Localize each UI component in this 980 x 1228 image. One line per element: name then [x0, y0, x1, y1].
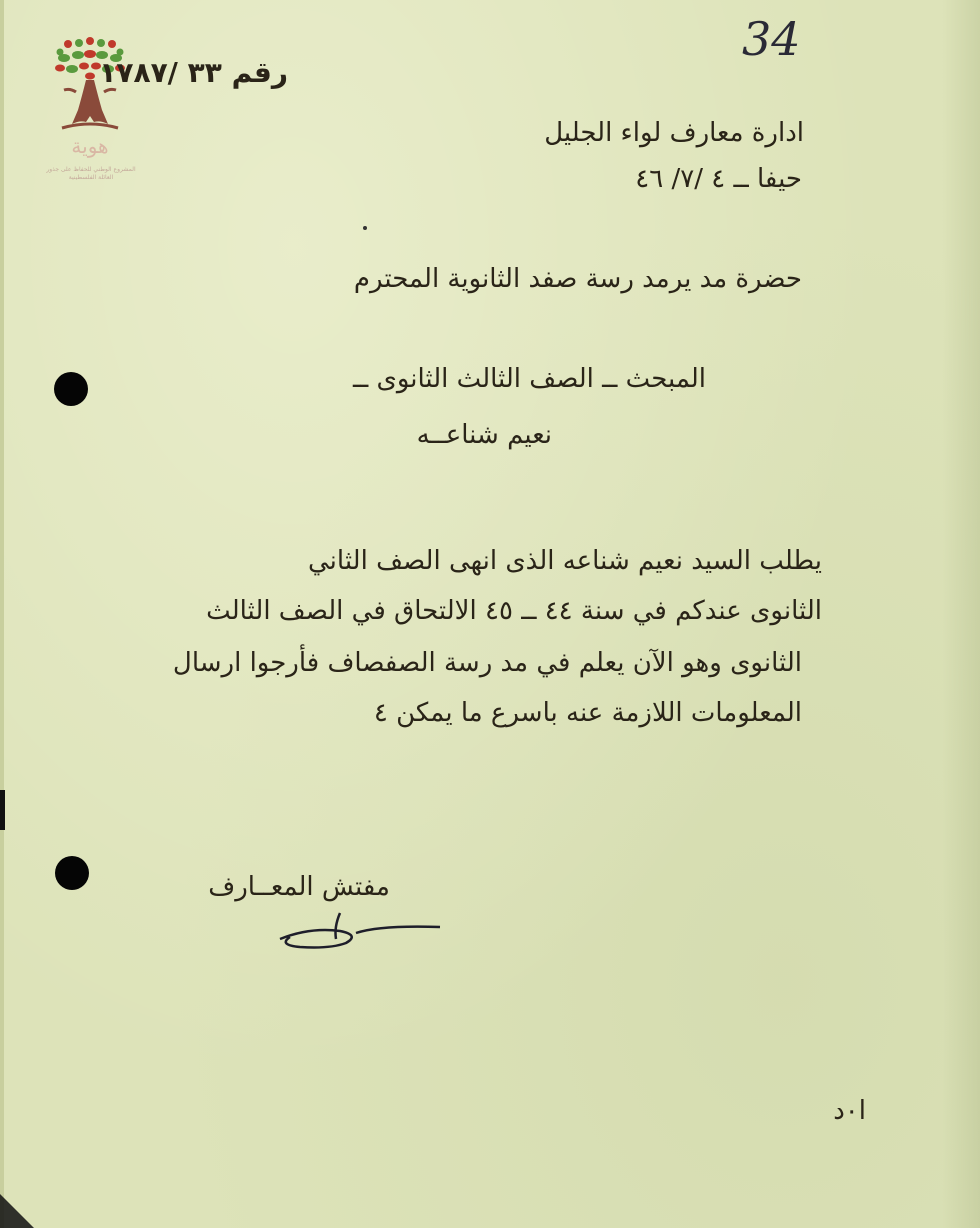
punch-hole-top [54, 372, 88, 406]
page-edge-shadow [942, 0, 980, 1228]
typist-initials: ا٠د [833, 1096, 866, 1126]
page-number: 34 [742, 12, 801, 66]
place-date: حيفا ــ ٤ /٧/ ٤٦ [635, 164, 802, 194]
page-left-edge [0, 0, 4, 1228]
handwritten-signature [270, 905, 450, 955]
punch-hole-bottom [55, 856, 89, 890]
subject-line: المبحث ــ الصف الثالث الثانوى ــ [352, 364, 706, 394]
department-name: ادارة معارف لواء الجليل [544, 118, 804, 148]
left-edge-mark [0, 790, 5, 830]
body-line: المعلومات اللازمة عنه باسرع ما يمكن ٤ [373, 698, 802, 728]
subject-name: نعيم شناعــه [416, 420, 552, 450]
logo-tagline: المشروع الوطني للحفاظ على جذور العائلة الفلسطينية [46, 166, 136, 181]
logo-wordmark: هوية [71, 134, 109, 158]
signature-title: مفتش المعــارف [208, 872, 390, 902]
addressee-line: حضرة مد يرمد رسة صفد الثانوية المحترم [353, 264, 802, 294]
reference-number: رقم ٣٣ /١٧٨٧ [99, 56, 288, 89]
body-line: يطلب السيد نعيم شناعه الذى انهى الصف الثاني [307, 546, 822, 576]
corner-fold-mark [0, 1194, 34, 1228]
body-line: الثانوى وهو الآن يعلم في مد رسة الصفصاف فأرجوا ارسال [172, 648, 802, 678]
body-line: الثانوى عندكم في سنة ٤٤ ــ ٤٥ الالتحاق في الصف الثالث [206, 596, 822, 626]
ink-speck [363, 226, 367, 230]
